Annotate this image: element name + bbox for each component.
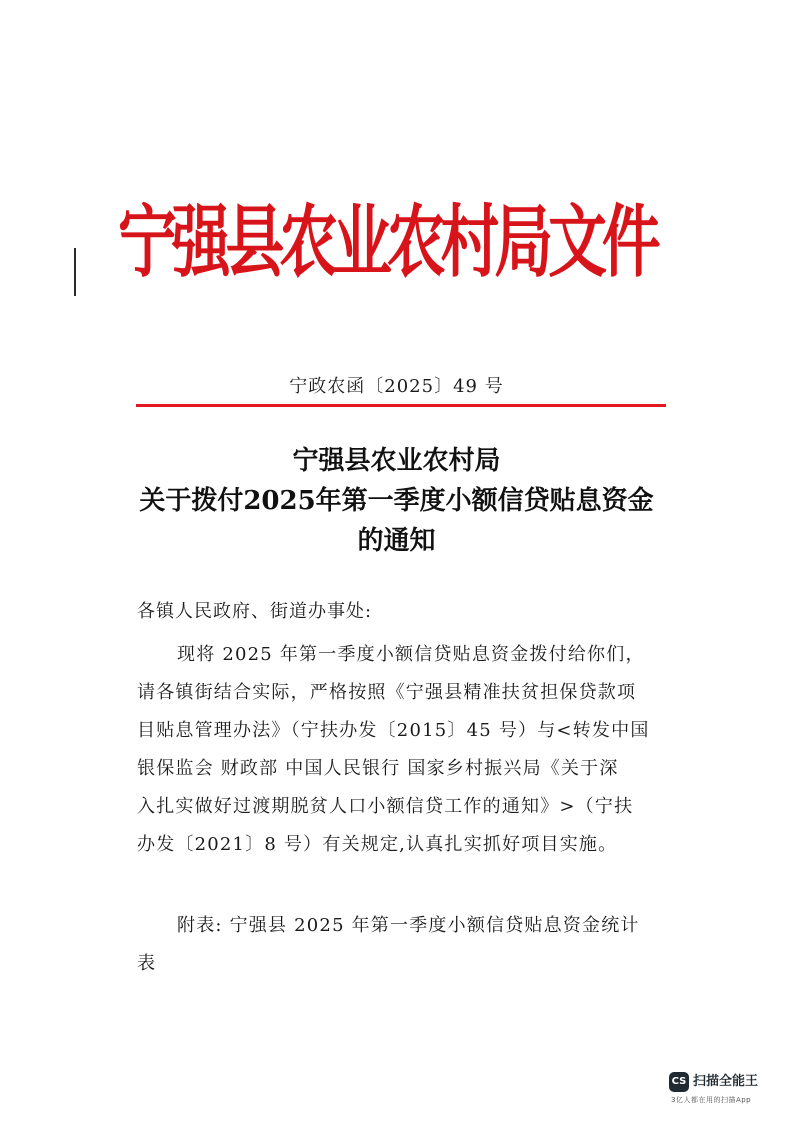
body-paragraph-line: 现将 2025 年第一季度小额信贷贴息资金拨付给你们， — [177, 644, 645, 665]
body-paragraph-line: 银保监会 财政部 中国人民银行 国家乡村振兴局《关于深 — [137, 758, 619, 779]
body-paragraph-line: 入扎实做好过渡期脱贫人口小额信贷工作的通知》>（宁扶 — [137, 796, 634, 817]
attachment-line-1: 附表: 宁强县 2025 年第一季度小额信贷贴息资金统计 — [177, 915, 640, 936]
scan-margin-mark — [74, 248, 76, 296]
watermark-tagline: 3亿人都在用的扫描App — [671, 1096, 752, 1104]
body-paragraph-line: 办发〔2021〕8 号）有关规定,认真扎实抓好项目实施。 — [137, 834, 618, 855]
body-paragraph-line: 请各镇街结合实际，严格按照《宁强县精准扶贫担保贷款项 — [137, 682, 637, 703]
camscanner-logo-icon: CS — [669, 1072, 689, 1092]
red-divider-line — [136, 404, 666, 407]
watermark-app-name: 扫描全能王 — [693, 1074, 759, 1089]
notice-title-line-2: 关于拨付2025年第一季度小额信贷贴息资金 — [139, 486, 654, 516]
document-number: 宁政农函〔2025〕49 号 — [289, 376, 504, 397]
salutation: 各镇人民政府、街道办事处: — [137, 601, 373, 622]
body-paragraph-line: 目贴息管理办法》（宁扶办发〔2015〕45 号）与<转发中国 — [137, 720, 650, 741]
scanner-watermark — [669, 1072, 779, 1106]
letterhead-title: 宁强县农业农村局文件 — [118, 194, 656, 288]
notice-title-line-3: 的通知 — [357, 526, 436, 556]
attachment-line-2: 表 — [137, 953, 157, 974]
notice-title-line-1: 宁强县农业农村局 — [292, 446, 501, 476]
